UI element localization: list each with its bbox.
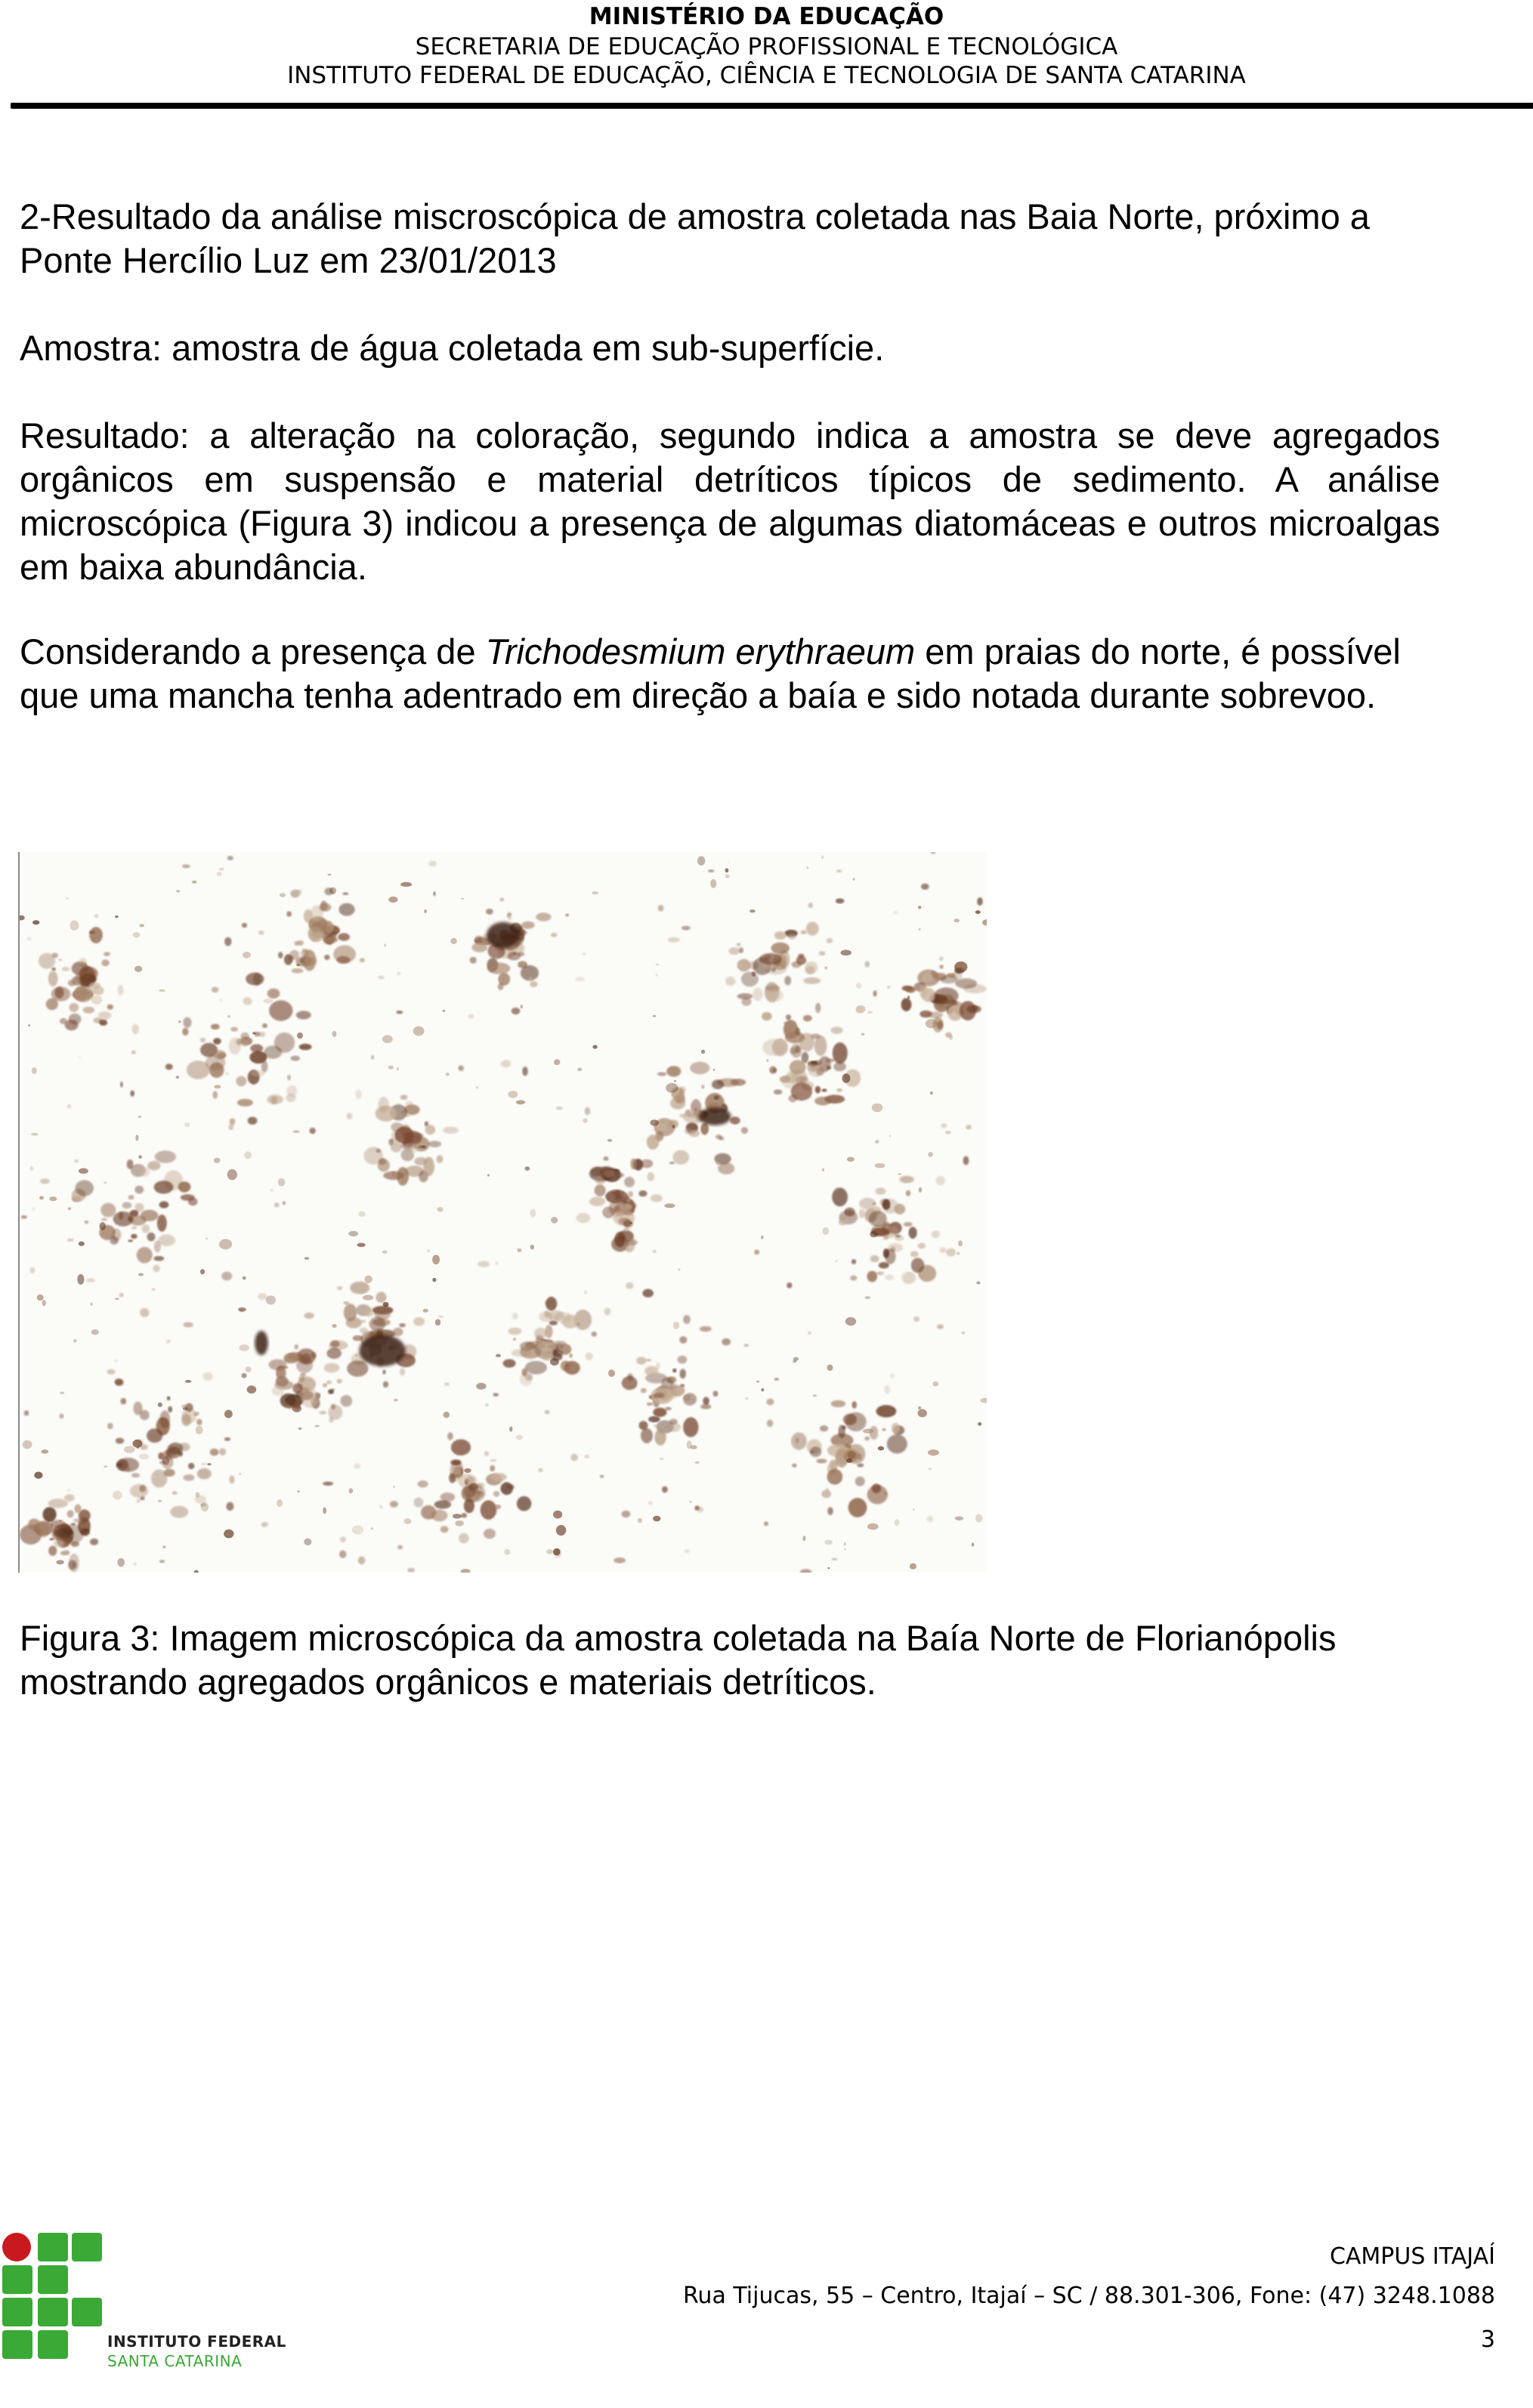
logo-state-text: SANTA CATARINA — [107, 2352, 243, 2370]
header-institute: INSTITUTO FEDERAL DE EDUCAÇÃO, CIÊNCIA E TECNOLOGIA DE SANTA CATARINA — [287, 62, 1246, 89]
page-number: 3 — [1480, 2326, 1495, 2353]
header-ministry: MINISTÉRIO DA EDUCAÇÃO — [589, 3, 944, 30]
consideration-paragraph — [20, 630, 1440, 718]
sample-paragraph: Amostra: amostra de água coletada em sub-superfície. — [20, 328, 885, 368]
consideration-text-end: em praias do norte, é possível que uma mancha tenha adentrado em direção a baía e sido notada durante sobrevoo. — [20, 631, 1401, 715]
header-divider — [11, 103, 1533, 109]
microscope-image-drawing — [20, 852, 987, 1573]
microscope-image — [18, 852, 987, 1573]
consideration-text-start: Considerando a presença de — [20, 631, 486, 671]
campus-address: Rua Tijucas, 55 – Centro, Itajaí – SC / 88.301-306, Fone: (47) 3248.1088 — [682, 2283, 1495, 2309]
section-title: 2-Resultado da análise miscroscópica de amostra coletada nas Baia Norte, próximo a Ponte Hercílio Luz em 23/01/2013 — [20, 196, 1370, 280]
species-name: Trichodesmium erythraeum — [485, 631, 916, 671]
result-paragraph: Resultado: a alteração na coloração, segundo indica a amostra se deve agregados orgânicos em suspensão e material detríticos típicos de sedimento. A análise microscópica (Figura 3) indicou a presença de algumas diatomáceas e outros microalgas em baixa abundância. — [20, 415, 1440, 587]
logo-institute-text: INSTITUTO FEDERAL — [107, 2332, 286, 2351]
figure-caption: Figura 3: Imagem microscópica da amostra coletada na Baía Norte de Florianópolis mostrando agregados orgânicos e materiais detríticos. — [20, 1618, 1337, 1702]
header-secretariat: SECRETARIA DE EDUCAÇÃO PROFISSIONAL E TECNOLÓGICA — [415, 33, 1118, 60]
campus-name: CAMPUS ITAJAÍ — [1329, 2243, 1495, 2270]
